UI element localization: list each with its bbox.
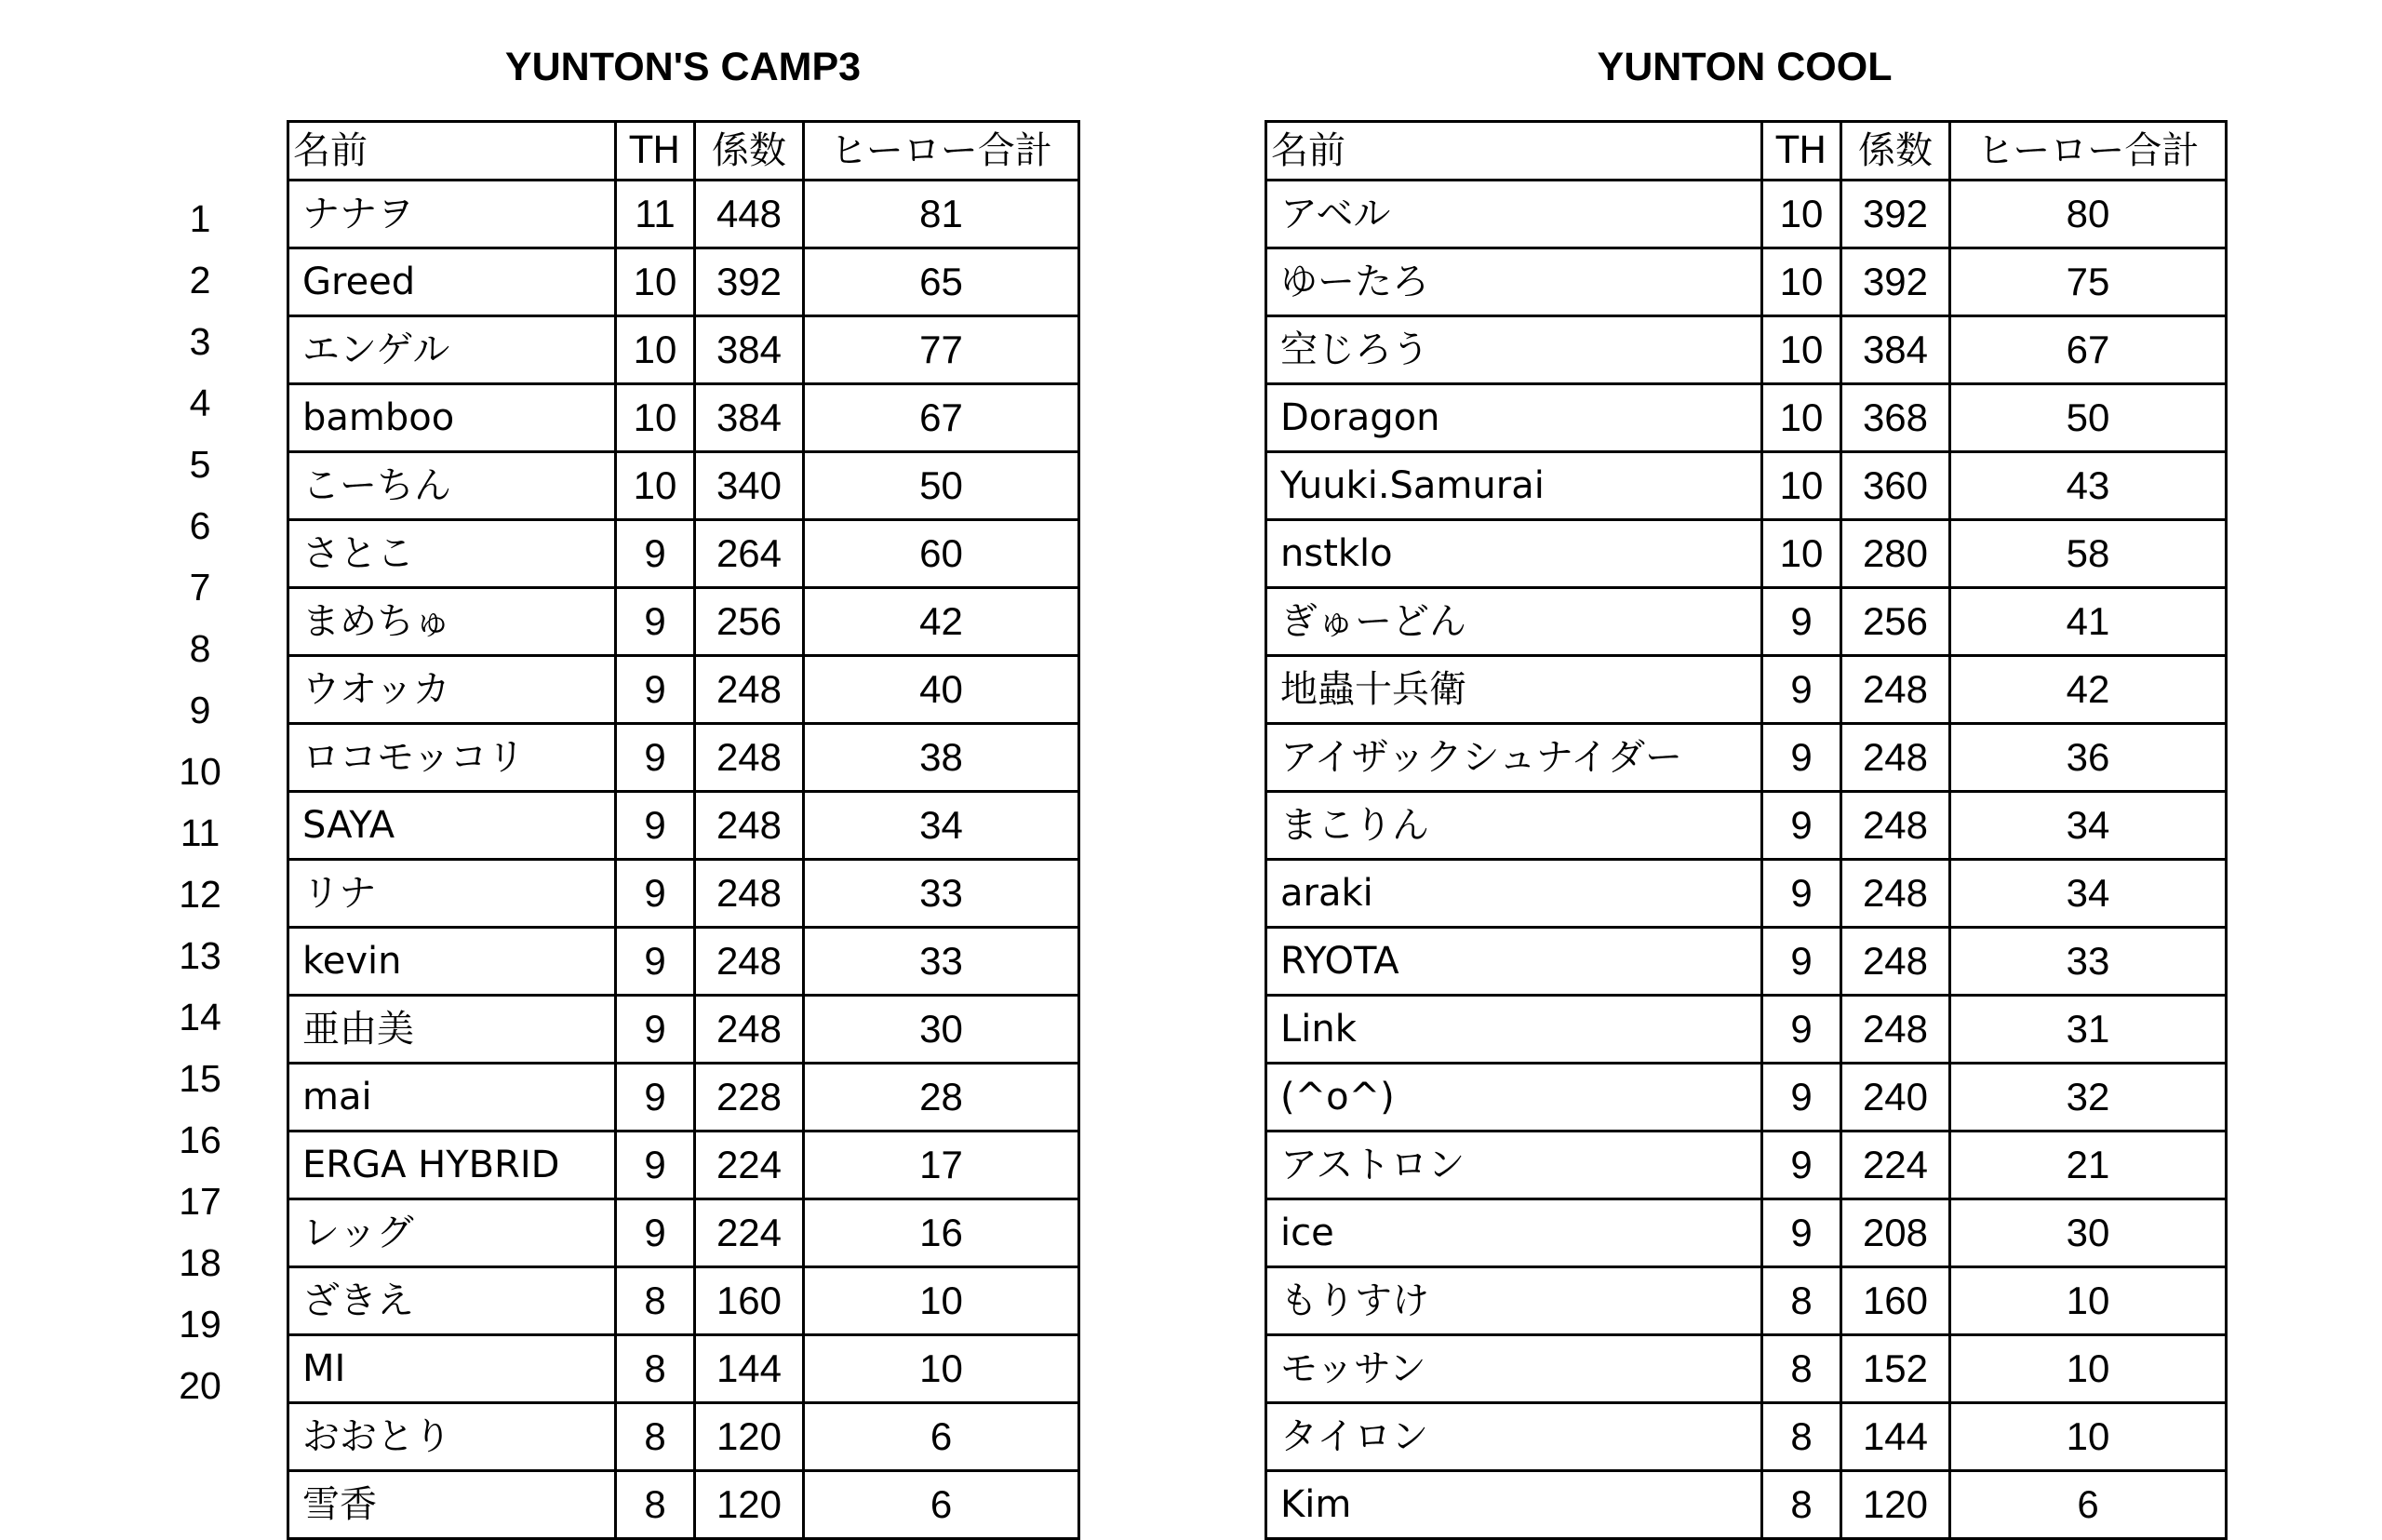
hero-total-cell: 67 <box>804 384 1079 452</box>
coefficient-cell: 208 <box>1841 1199 1950 1267</box>
table-row <box>288 724 1079 792</box>
coefficient-cell: 248 <box>1841 792 1950 860</box>
hero-total-cell: 10 <box>1950 1267 2227 1335</box>
table-row <box>288 1471 1079 1539</box>
coefficient-cell: 248 <box>1841 996 1950 1064</box>
table-row <box>288 928 1079 996</box>
table-row <box>288 1335 1079 1403</box>
table-row <box>1266 996 2227 1064</box>
coefficient-cell: 256 <box>695 588 804 656</box>
coefficient-cell: 248 <box>1841 724 1950 792</box>
player-name-cell: ざきえ <box>288 1267 616 1335</box>
coefficient-cell: 120 <box>695 1403 804 1471</box>
table-row <box>288 1199 1079 1267</box>
row-number: 7 <box>189 566 211 609</box>
player-name-cell: mai <box>288 1064 616 1132</box>
header-coefficient: 係数 <box>695 122 804 181</box>
coefficient-cell: 224 <box>695 1132 804 1199</box>
coefficient-cell: 392 <box>1841 181 1950 248</box>
table-row <box>1266 860 2227 928</box>
header-hero-total: ヒーロー合計 <box>804 122 1079 181</box>
coefficient-cell: 248 <box>695 724 804 792</box>
th-level-cell: 10 <box>616 248 695 316</box>
player-name-cell: 地蟲十兵衛 <box>1266 656 1762 724</box>
player-name-cell: Greed <box>288 248 616 316</box>
player-name-cell: まこりん <box>1266 792 1762 860</box>
hero-total-cell: 33 <box>804 928 1079 996</box>
th-level-cell: 9 <box>616 1199 695 1267</box>
coefficient-cell: 248 <box>695 928 804 996</box>
th-level-cell: 9 <box>1762 1199 1841 1267</box>
left-roster-table <box>287 120 1080 1540</box>
player-name-cell: ゆーたろ <box>1266 248 1762 316</box>
row-number: 19 <box>179 1303 221 1346</box>
coefficient-cell: 248 <box>1841 928 1950 996</box>
header-hero-total: ヒーロー合計 <box>1950 122 2227 181</box>
coefficient-cell: 340 <box>695 452 804 520</box>
player-name-cell: ぎゅーどん <box>1266 588 1762 656</box>
hero-total-cell: 10 <box>1950 1403 2227 1471</box>
coefficient-cell: 384 <box>695 316 804 384</box>
th-level-cell: 9 <box>616 1064 695 1132</box>
player-name-cell: ice <box>1266 1199 1762 1267</box>
table-row <box>288 181 1079 248</box>
coefficient-cell: 280 <box>1841 520 1950 588</box>
row-number: 18 <box>179 1241 221 1284</box>
player-name-cell: ロコモッコリ <box>288 724 616 792</box>
coefficient-cell: 248 <box>695 996 804 1064</box>
coefficient-cell: 392 <box>695 248 804 316</box>
th-level-cell: 9 <box>1762 1064 1841 1132</box>
player-name-cell: おおとり <box>288 1403 616 1471</box>
table-row <box>1266 452 2227 520</box>
player-name-cell: MI <box>288 1335 616 1403</box>
table-row <box>1266 181 2227 248</box>
th-level-cell: 9 <box>1762 588 1841 656</box>
coefficient-cell: 152 <box>1841 1335 1950 1403</box>
coefficient-cell: 248 <box>695 860 804 928</box>
hero-total-cell: 81 <box>804 181 1079 248</box>
hero-total-cell: 77 <box>804 316 1079 384</box>
th-level-cell: 8 <box>1762 1267 1841 1335</box>
player-name-cell: こーちん <box>288 452 616 520</box>
th-level-cell: 8 <box>1762 1335 1841 1403</box>
right-table-title: YUNTON COOL <box>1597 45 1893 89</box>
hero-total-cell: 36 <box>1950 724 2227 792</box>
hero-total-cell: 17 <box>804 1132 1079 1199</box>
row-number: 15 <box>179 1057 221 1100</box>
th-level-cell: 9 <box>616 860 695 928</box>
coefficient-cell: 248 <box>1841 860 1950 928</box>
player-name-cell: 空じろう <box>1266 316 1762 384</box>
th-level-cell: 9 <box>616 588 695 656</box>
row-number: 4 <box>189 382 211 424</box>
table-row <box>288 1132 1079 1199</box>
th-level-cell: 9 <box>616 792 695 860</box>
hero-total-cell: 41 <box>1950 588 2227 656</box>
coefficient-cell: 384 <box>1841 316 1950 384</box>
table-row <box>288 792 1079 860</box>
table-row <box>288 588 1079 656</box>
player-name-cell: Doragon <box>1266 384 1762 452</box>
table-row <box>288 452 1079 520</box>
table-row <box>288 1064 1079 1132</box>
coefficient-cell: 160 <box>1841 1267 1950 1335</box>
table-row <box>288 656 1079 724</box>
table-row <box>288 996 1079 1064</box>
coefficient-cell: 144 <box>695 1335 804 1403</box>
header-row <box>288 122 1079 181</box>
header-coefficient: 係数 <box>1841 122 1950 181</box>
table-row <box>288 1403 1079 1471</box>
table-row <box>1266 248 2227 316</box>
player-name-cell: ナナヲ <box>288 181 616 248</box>
th-level-cell: 9 <box>1762 860 1841 928</box>
player-name-cell: Kim <box>1266 1471 1762 1539</box>
th-level-cell: 10 <box>616 452 695 520</box>
hero-total-cell: 16 <box>804 1199 1079 1267</box>
player-name-cell: (^o^) <box>1266 1064 1762 1132</box>
left-table-title: YUNTON'S CAMP3 <box>504 45 862 89</box>
row-number: 2 <box>189 259 211 301</box>
hero-total-cell: 21 <box>1950 1132 2227 1199</box>
hero-total-cell: 34 <box>804 792 1079 860</box>
player-name-cell: モッサン <box>1266 1335 1762 1403</box>
coefficient-cell: 224 <box>1841 1132 1950 1199</box>
player-name-cell: レッグ <box>288 1199 616 1267</box>
table-row <box>1266 1267 2227 1335</box>
player-name-cell: さとこ <box>288 520 616 588</box>
coefficient-cell: 160 <box>695 1267 804 1335</box>
hero-total-cell: 28 <box>804 1064 1079 1132</box>
coefficient-cell: 384 <box>695 384 804 452</box>
player-name-cell: アストロン <box>1266 1132 1762 1199</box>
player-name-cell: もりすけ <box>1266 1267 1762 1335</box>
hero-total-cell: 50 <box>804 452 1079 520</box>
table-row <box>1266 316 2227 384</box>
coefficient-cell: 368 <box>1841 384 1950 452</box>
th-level-cell: 9 <box>1762 1132 1841 1199</box>
th-level-cell: 10 <box>616 384 695 452</box>
row-number: 20 <box>179 1364 221 1407</box>
coefficient-cell: 144 <box>1841 1403 1950 1471</box>
hero-total-cell: 75 <box>1950 248 2227 316</box>
hero-total-cell: 6 <box>804 1403 1079 1471</box>
th-level-cell: 10 <box>1762 316 1841 384</box>
coefficient-cell: 256 <box>1841 588 1950 656</box>
coefficient-cell: 360 <box>1841 452 1950 520</box>
player-name-cell: RYOTA <box>1266 928 1762 996</box>
row-number: 14 <box>179 996 221 1038</box>
hero-total-cell: 40 <box>804 656 1079 724</box>
th-level-cell: 8 <box>616 1471 695 1539</box>
th-level-cell: 9 <box>1762 792 1841 860</box>
hero-total-cell: 10 <box>804 1267 1079 1335</box>
th-level-cell: 10 <box>616 316 695 384</box>
coefficient-cell: 240 <box>1841 1064 1950 1132</box>
hero-total-cell: 43 <box>1950 452 2227 520</box>
row-number: 1 <box>189 197 211 240</box>
row-number: 17 <box>179 1180 221 1223</box>
table-row <box>1266 928 2227 996</box>
hero-total-cell: 30 <box>1950 1199 2227 1267</box>
player-name-cell: ERGA HYBRID <box>288 1132 616 1199</box>
hero-total-cell: 42 <box>1950 656 2227 724</box>
player-name-cell: bamboo <box>288 384 616 452</box>
row-number: 6 <box>189 504 211 547</box>
table-row <box>1266 724 2227 792</box>
row-number: 11 <box>180 811 221 854</box>
th-level-cell: 10 <box>1762 181 1841 248</box>
th-level-cell: 8 <box>616 1403 695 1471</box>
table-row <box>1266 1132 2227 1199</box>
table-row <box>1266 1064 2227 1132</box>
hero-total-cell: 50 <box>1950 384 2227 452</box>
table-row <box>1266 1199 2227 1267</box>
hero-total-cell: 38 <box>804 724 1079 792</box>
player-name-cell: 亜由美 <box>288 996 616 1064</box>
player-name-cell: kevin <box>288 928 616 996</box>
player-name-cell: リナ <box>288 860 616 928</box>
row-number-column <box>154 184 247 1413</box>
th-level-cell: 8 <box>616 1335 695 1403</box>
row-number: 13 <box>179 934 221 977</box>
row-number: 3 <box>189 320 211 363</box>
th-level-cell: 9 <box>616 928 695 996</box>
row-number: 8 <box>189 627 211 670</box>
player-name-cell: ウオッカ <box>288 656 616 724</box>
th-level-cell: 10 <box>1762 520 1841 588</box>
row-number: 12 <box>179 873 221 916</box>
hero-total-cell: 31 <box>1950 996 2227 1064</box>
hero-total-cell: 33 <box>804 860 1079 928</box>
header-th: TH <box>1762 122 1841 181</box>
hero-total-cell: 10 <box>804 1335 1079 1403</box>
coefficient-cell: 228 <box>695 1064 804 1132</box>
header-th: TH <box>616 122 695 181</box>
player-name-cell: Link <box>1266 996 1762 1064</box>
th-level-cell: 9 <box>616 520 695 588</box>
th-level-cell: 8 <box>616 1267 695 1335</box>
row-number: 10 <box>179 750 221 793</box>
th-level-cell: 9 <box>616 1132 695 1199</box>
coefficient-cell: 392 <box>1841 248 1950 316</box>
table-row <box>288 860 1079 928</box>
table-row <box>1266 588 2227 656</box>
row-number: 16 <box>179 1118 221 1161</box>
row-number: 5 <box>189 443 211 486</box>
hero-total-cell: 10 <box>1950 1335 2227 1403</box>
coefficient-cell: 248 <box>1841 656 1950 724</box>
hero-total-cell: 58 <box>1950 520 2227 588</box>
player-name-cell: Yuuki.Samurai <box>1266 452 1762 520</box>
player-name-cell: アイザックシュナイダー <box>1266 724 1762 792</box>
th-level-cell: 10 <box>1762 452 1841 520</box>
th-level-cell: 9 <box>616 724 695 792</box>
table-row <box>1266 792 2227 860</box>
coefficient-cell: 248 <box>695 792 804 860</box>
th-level-cell: 9 <box>1762 656 1841 724</box>
table-row <box>1266 1403 2227 1471</box>
th-level-cell: 9 <box>1762 724 1841 792</box>
row-number: 9 <box>189 689 211 731</box>
th-level-cell: 9 <box>1762 996 1841 1064</box>
hero-total-cell: 65 <box>804 248 1079 316</box>
table-row <box>1266 384 2227 452</box>
table-row <box>288 384 1079 452</box>
hero-total-cell: 30 <box>804 996 1079 1064</box>
coefficient-cell: 264 <box>695 520 804 588</box>
hero-total-cell: 34 <box>1950 860 2227 928</box>
player-name-cell: nstklo <box>1266 520 1762 588</box>
header-name: 名前 <box>288 122 616 181</box>
player-name-cell: まめちゅ <box>288 588 616 656</box>
hero-total-cell: 32 <box>1950 1064 2227 1132</box>
coefficient-cell: 224 <box>695 1199 804 1267</box>
player-name-cell: タイロン <box>1266 1403 1762 1471</box>
th-level-cell: 10 <box>1762 384 1841 452</box>
header-name: 名前 <box>1266 122 1762 181</box>
table-row <box>1266 656 2227 724</box>
player-name-cell: アベル <box>1266 181 1762 248</box>
table-row <box>288 1267 1079 1335</box>
th-level-cell: 10 <box>1762 248 1841 316</box>
coefficient-cell: 248 <box>695 656 804 724</box>
hero-total-cell: 42 <box>804 588 1079 656</box>
th-level-cell: 9 <box>616 996 695 1064</box>
table-row <box>1266 520 2227 588</box>
th-level-cell: 11 <box>616 181 695 248</box>
coefficient-cell: 120 <box>695 1471 804 1539</box>
player-name-cell: SAYA <box>288 792 616 860</box>
hero-total-cell: 60 <box>804 520 1079 588</box>
player-name-cell: エンゲル <box>288 316 616 384</box>
hero-total-cell: 80 <box>1950 181 2227 248</box>
th-level-cell: 9 <box>1762 928 1841 996</box>
table-row <box>1266 1335 2227 1403</box>
th-level-cell: 9 <box>616 656 695 724</box>
player-name-cell: araki <box>1266 860 1762 928</box>
table-row <box>288 520 1079 588</box>
th-level-cell: 8 <box>1762 1403 1841 1471</box>
coefficient-cell: 448 <box>695 181 804 248</box>
right-roster-table <box>1265 120 2228 1540</box>
table-row <box>288 248 1079 316</box>
table-row <box>288 316 1079 384</box>
hero-total-cell: 34 <box>1950 792 2227 860</box>
hero-total-cell: 6 <box>1950 1471 2227 1539</box>
coefficient-cell: 120 <box>1841 1471 1950 1539</box>
player-name-cell: 雪香 <box>288 1471 616 1539</box>
hero-total-cell: 33 <box>1950 928 2227 996</box>
table-row <box>1266 1471 2227 1539</box>
th-level-cell: 8 <box>1762 1471 1841 1539</box>
hero-total-cell: 67 <box>1950 316 2227 384</box>
hero-total-cell: 6 <box>804 1471 1079 1539</box>
header-row <box>1266 122 2227 181</box>
